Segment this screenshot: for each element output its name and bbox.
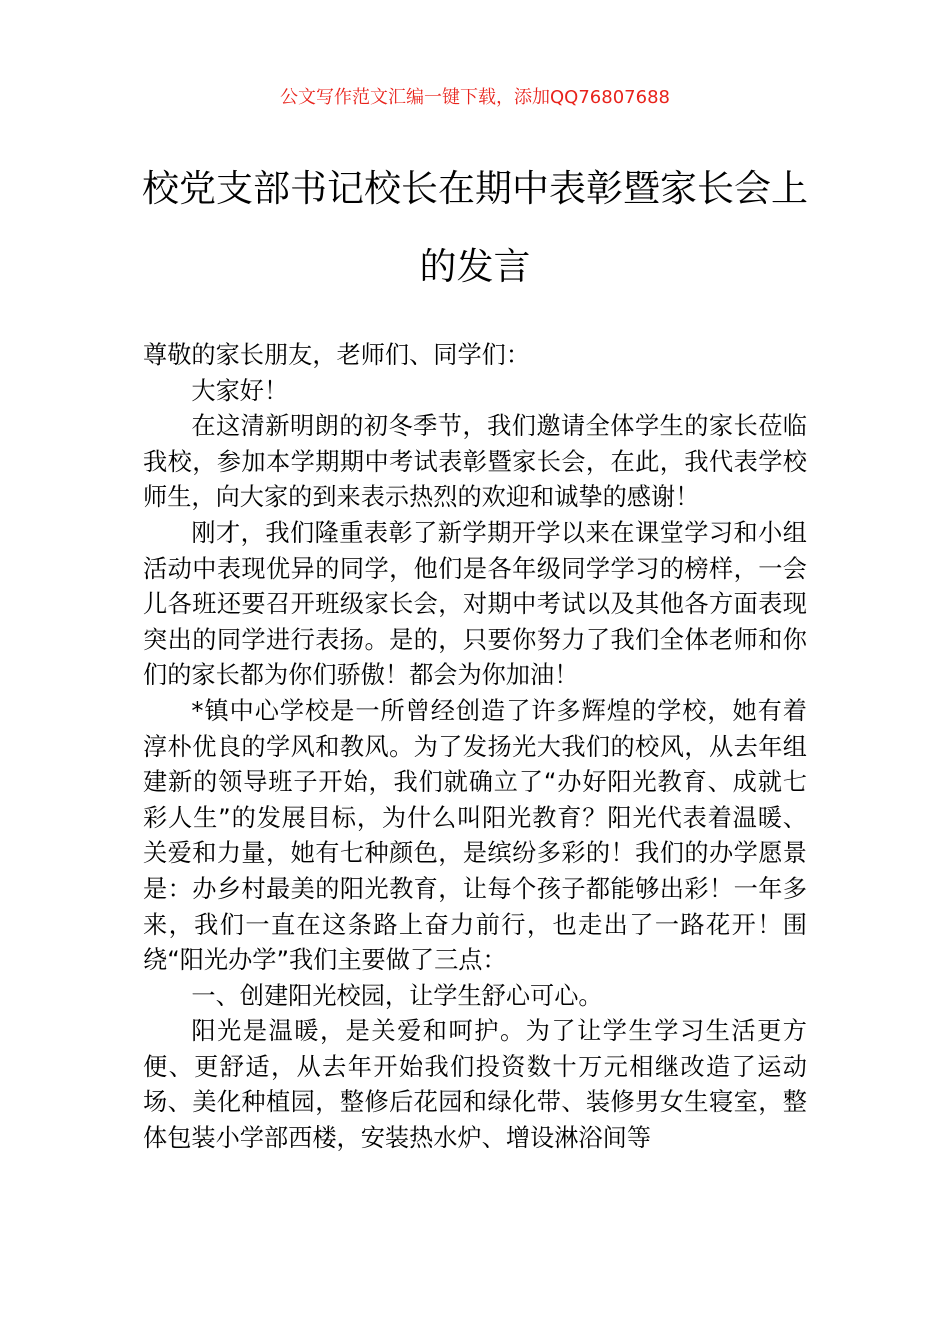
salutation: 尊敬的家长朋友，老师们、同学们：: [143, 341, 531, 369]
title-line-2: 的发言: [419, 245, 531, 288]
document-title: [120, 150, 830, 306]
document-body: [143, 338, 807, 1157]
paragraph-commendation: 刚才，我们隆重表彰了新学期开学以来在课堂学习和小组活动中表现优异的同学，他们是各年级同学学习的榜样，一会儿各班还要召开班级家长会，对期中考试以及其他各方面表现突出的同学进行表扬。是的，只要你努力了我们全体老师和你们的家长都为你们骄傲！都会为你加油！: [143, 518, 807, 690]
paragraph-greeting: 大家好！: [191, 376, 289, 405]
title-line-1: 校党支部书记校长在期中表彰暨家长会上: [142, 167, 808, 210]
section-paragraph: 阳光是温暖，是关爱和呵护。为了让学生学习生活更方便、更舒适，从去年开始我们投资数十万元相继改造了运动场、美化种植园，整修后花园和绿化带、装修男女生寝室，整体包装小学部西楼，安装热水炉、增设淋浴间等: [143, 1017, 807, 1153]
section-heading: 一、创建阳光校园，让学生舒心可心。: [191, 981, 603, 1010]
paragraph-school-vision: *镇中心学校是一所曾经创造了许多辉煌的学校，她有着淳朴优良的学风和教风。为了发扬光大我们的校风，从去年组建新的领导班子开始，我们就确立了“办好阳光教育、成就七彩人生”的发展目标，为什么叫阳光教育？阳光代表着温暖、关爱和力量，她有七种颜色，是缤纷多彩的！我们的办学愿景是：办乡村最美的阳光教育，让每个孩子都能够出彩！一年多来，我们一直在这条路上奋力前行，也走出了一路花开！围绕“阳光办学”我们主要做了三点：: [143, 696, 807, 975]
header-note: 公文写作范文汇编一键下载，添加QQ76807688: [280, 87, 670, 108]
paragraph-welcome: 在这清新明朗的初冬季节，我们邀请全体学生的家长莅临我校，参加本学期期中考试表彰暨家长会，在此，我代表学校师生，向大家的到来表示热烈的欢迎和诚挚的感谢！: [143, 412, 807, 512]
